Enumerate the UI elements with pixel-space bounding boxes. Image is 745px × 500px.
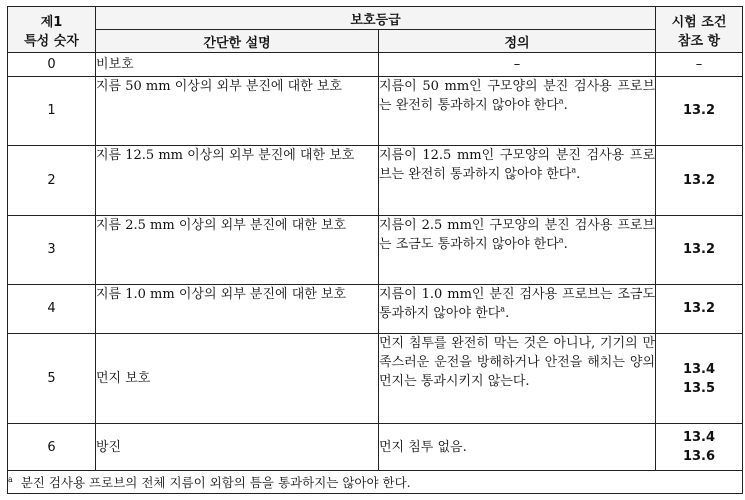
- definition-period: .: [563, 97, 568, 113]
- description-cell: 지름 12.5 mm 이상의 외부 분진에 대한 보호: [96, 146, 379, 216]
- first-digit-cell: 5: [8, 333, 96, 424]
- definition-text: 지름이 12.5 mm인 구모양의 분진 검사용 프로브는 완전히 통과하지 않아야 한다: [379, 148, 656, 183]
- test-reference-cell: [656, 424, 743, 470]
- header-short-description: 간단한 설명: [96, 30, 379, 53]
- definition-cell: [379, 76, 656, 146]
- footnote-ref: a: [558, 235, 564, 245]
- test-reference-2: 13.6: [682, 449, 716, 465]
- footnote-mark: a: [8, 474, 13, 484]
- header-row-2: [8, 30, 743, 53]
- header-first-digit: [8, 7, 96, 53]
- test-reference-cell: 13.2: [656, 285, 743, 333]
- test-reference-1: 13.4: [682, 430, 716, 446]
- definition-cell: [379, 285, 656, 333]
- table-row: [8, 215, 743, 285]
- description-cell: 비보호: [96, 53, 379, 76]
- table-row: [8, 76, 743, 146]
- header-test-condition-line2: 참조 항: [677, 33, 721, 49]
- header-row-1: [8, 7, 743, 30]
- test-reference-2: 13.5: [682, 380, 716, 396]
- test-reference-cell: 13.2: [656, 215, 743, 285]
- footnote-ref: a: [500, 304, 506, 314]
- description-cell: 방진: [96, 424, 379, 470]
- footnote-row: [8, 470, 743, 493]
- footnote-text: 분진 검사용 프로브의 전체 지름이 외함의 틈을 통과하지는 않아야 한다.: [20, 474, 411, 490]
- definition-cell: –: [379, 53, 656, 76]
- test-reference-cell: [656, 333, 743, 424]
- table-row: [8, 333, 743, 424]
- description-cell: 지름 2.5 mm 이상의 외부 분진에 대한 보호: [96, 215, 379, 285]
- footnote-ref: a: [571, 165, 577, 175]
- header-first-digit-line2: 특성 숫자: [24, 33, 79, 49]
- definition-period: .: [563, 236, 568, 252]
- protection-degree-table: [7, 6, 743, 494]
- definition-cell: 먼지 침투 없음.: [379, 424, 656, 470]
- first-digit-cell: 2: [8, 146, 96, 216]
- definition-cell: 먼지 침투를 완전히 막는 것은 아니나, 기기의 만족스러운 운전을 방해하거나 안전을 해치는 양의 먼지는 통과시키지 않는다.: [379, 333, 656, 424]
- description-cell: 지름 1.0 mm 이상의 외부 분진에 대한 보호: [96, 285, 379, 333]
- header-definition: 정의: [379, 30, 656, 53]
- test-reference-cell: 13.2: [656, 76, 743, 146]
- first-digit-cell: 6: [8, 424, 96, 470]
- definition-period: .: [505, 306, 510, 322]
- table-row: [8, 53, 743, 76]
- first-digit-cell: 1: [8, 76, 96, 146]
- first-digit-cell: 0: [8, 53, 96, 76]
- definition-period: .: [576, 167, 581, 183]
- definition-text: 지름이 2.5 mm인 구모양의 분진 검사용 프로브는 조금도 통과하지 않아야 한다: [379, 217, 656, 252]
- description-cell: 먼지 보호: [96, 333, 379, 424]
- test-reference-cell: 13.2: [656, 146, 743, 216]
- footnote-ref: a: [558, 96, 564, 106]
- definition-text: 지름이 50 mm인 구모양의 분진 검사용 프로브는 완전히 통과하지 않아야 한다: [379, 78, 656, 113]
- header-test-condition-line1: 시험 조건: [671, 14, 727, 30]
- header-protection-degree: 보호등급: [96, 7, 656, 30]
- header-first-digit-line1: 제1: [40, 14, 63, 30]
- first-digit-cell: 4: [8, 285, 96, 333]
- description-cell: 지름 50 mm 이상의 외부 분진에 대한 보호: [96, 76, 379, 146]
- first-digit-cell: 3: [8, 215, 96, 285]
- table-row: [8, 424, 743, 470]
- header-test-condition: [656, 7, 743, 53]
- definition-cell: [379, 146, 656, 216]
- test-reference-1: 13.4: [682, 361, 716, 377]
- table-row: [8, 146, 743, 216]
- footnote: [8, 470, 743, 493]
- test-reference-cell: –: [656, 53, 743, 76]
- definition-text: 지름이 1.0 mm인 분진 검사용 프로브는 조금도 통과하지 않아야 한다: [379, 287, 656, 322]
- definition-cell: [379, 215, 656, 285]
- table-row: [8, 285, 743, 333]
